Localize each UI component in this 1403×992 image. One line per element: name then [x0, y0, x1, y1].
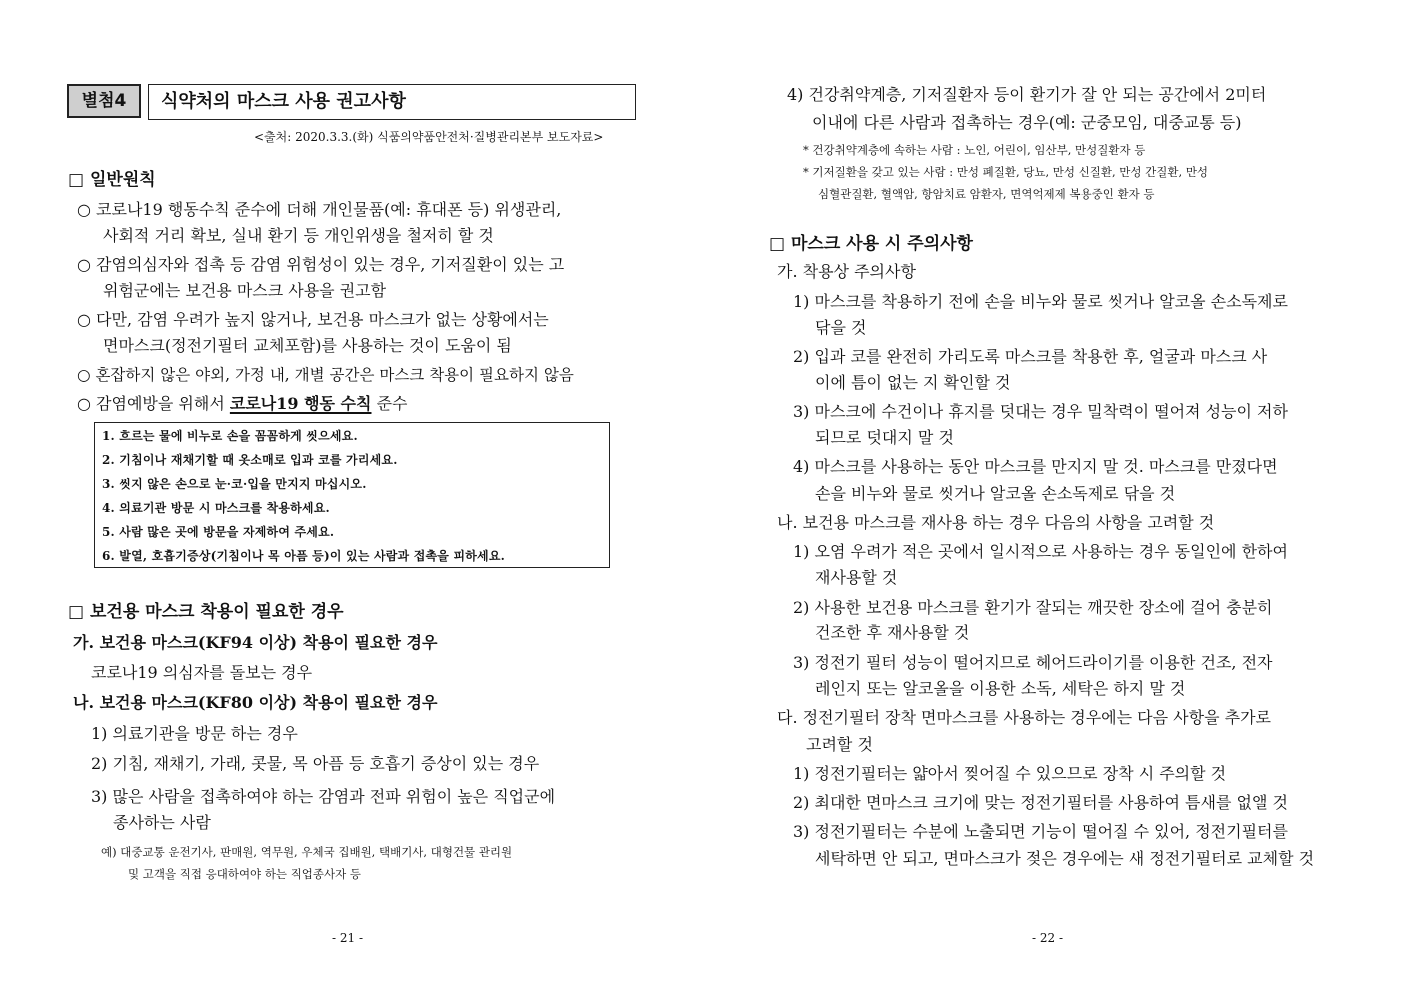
section-heading-general: □ 일반원칙 [68, 170, 156, 190]
general-line: ○ 코로나19 행동수칙 준수에 더해 개인물품(예: 휴대폰 등) 위생관리, [77, 200, 562, 219]
caution-line: 4) 마스크를 사용하는 동안 마스크를 만지지 말 것. 마스크를 만졌다면 [793, 457, 1278, 476]
general-line-prefix: ○ 감염예방을 위해서 [77, 394, 230, 413]
page-21 [0, 0, 700, 992]
rule-item: 3. 씻지 않은 손으로 눈·코·입을 만지지 마십시오. [102, 477, 367, 491]
caution-line: 2) 입과 코를 완전히 가리도록 마스크를 착용한 후, 얼굴과 마스크 사 [793, 347, 1268, 366]
caution-line: 다. 정전기필터 장착 면마스크를 사용하는 경우에는 다음 사항을 추가로 [777, 708, 1271, 727]
subheading-kf80: 나. 보건용 마스크(KF80 이상) 착용이 필요한 경우 [73, 693, 438, 712]
caution-line: 1) 마스크를 착용하기 전에 손을 비누와 물로 씻거나 알코올 손소독제로 [793, 292, 1288, 311]
caution-line: 건조한 후 재사용할 것 [815, 623, 970, 642]
caution-line: 3) 정전기필터는 수분에 노출되면 기능이 떨어질 수 있어, 정전기필터를 [793, 822, 1288, 841]
continued-line: 이내에 다른 사람과 접촉하는 경우(예: 군중모임, 대중교통 등) [812, 113, 1242, 132]
page-22 [702, 0, 1403, 992]
caution-line: 세탁하면 안 되고, 면마스크가 젖은 경우에는 새 정전기필터로 교체할 것 [815, 849, 1315, 868]
general-line: ○ 감염의심자와 접촉 등 감염 위험성이 있는 경우, 기저질환이 있는 고 [77, 255, 565, 274]
caution-line: 되므로 덧대지 말 것 [815, 428, 954, 447]
rule-item: 5. 사람 많은 곳에 방문을 자제하여 주세요. [102, 525, 335, 539]
general-line-suffix: 준수 [371, 394, 408, 413]
caution-line: 1) 정전기필터는 얇아서 찢어질 수 있으므로 장착 시 주의할 것 [793, 764, 1227, 783]
kf80-item: 2) 기침, 재채기, 가래, 콧물, 목 아픔 등 호흡기 증상이 있는 경우 [91, 754, 540, 773]
kf80-item: 1) 의료기관을 방문 하는 경우 [91, 724, 298, 743]
section-heading-caution: □ 마스크 사용 시 주의사항 [769, 234, 973, 254]
kf94-item: 코로나19 의심자를 돌보는 경우 [91, 663, 313, 682]
kf80-item: 3) 많은 사람을 접촉하여야 하는 감염과 전파 위험이 높은 직업군에 [91, 787, 556, 806]
caution-line: 재사용할 것 [815, 568, 898, 587]
section-heading-health-mask: □ 보건용 마스크 착용이 필요한 경우 [68, 602, 344, 622]
caution-line: 2) 최대한 면마스크 크기에 맞는 정전기필터를 사용하여 틈새를 없앨 것 [793, 793, 1288, 812]
caution-line: 고려할 것 [806, 735, 873, 754]
caution-line: 손을 비누와 물로 씻거나 알코올 손소독제로 닦을 것 [815, 484, 1176, 503]
caution-line: 2) 사용한 보건용 마스크를 환기가 잘되는 깨끗한 장소에 걸어 충분히 [793, 598, 1273, 617]
caution-line: 가. 착용상 주의사항 [777, 262, 916, 281]
caution-line: 닦을 것 [815, 318, 867, 337]
footnote-line: * 건강취약계층에 속하는 사람 : 노인, 어린이, 임산부, 만성질환자 등 [803, 143, 1146, 157]
general-line: 면마스크(정전기필터 교체포함)를 사용하는 것이 도움이 됨 [103, 336, 512, 355]
general-line: 위험군에는 보건용 마스크 사용을 권고함 [103, 281, 387, 300]
rule-item: 2. 기침이나 재채기할 때 옷소매로 입과 코를 가리세요. [102, 453, 398, 467]
kf80-item: 종사하는 사람 [113, 813, 211, 832]
caution-line: 이에 틈이 없는 지 확인할 것 [815, 373, 1011, 392]
subheading-kf94: 가. 보건용 마스크(KF94 이상) 착용이 필요한 경우 [73, 633, 438, 652]
code-of-conduct-link-text: 코로나19 행동 수칙 [229, 394, 372, 413]
footnote-line: 심혈관질환, 혈액암, 항암치료 암환자, 면역억제제 복용중인 환자 등 [818, 187, 1155, 201]
page-number: - 22 - [1032, 931, 1064, 945]
rule-item: 6. 발열, 호흡기증상(기침이나 목 아픔 등)이 있는 사람과 접촉을 피하세요. [102, 549, 506, 563]
rule-item: 1. 흐르는 물에 비누로 손을 꼼꼼하게 씻으세요. [102, 429, 358, 443]
page-title: 식약처의 마스크 사용 권고사항 [148, 84, 636, 120]
rule-item: 4. 의료기관 방문 시 마스크를 착용하세요. [102, 501, 330, 515]
general-line-last [77, 394, 407, 414]
caution-line: 3) 마스크에 수건이나 휴지를 덧대는 경우 밀착력이 떨어져 성능이 저하 [793, 402, 1288, 421]
caution-line: 레인지 또는 알코올을 이용한 소독, 세탁은 하지 말 것 [815, 679, 1186, 698]
rules-box [94, 422, 610, 568]
caution-line: 3) 정전기 필터 성능이 떨어지므로 헤어드라이기를 이용한 건조, 전자 [793, 653, 1273, 672]
example-line: 예) 대중교통 운전기사, 판매원, 역무원, 우체국 집배원, 택배기사, 대형건물 관리원 [101, 845, 513, 859]
example-line: 및 고객을 직접 응대하여야 하는 직업종사자 등 [128, 867, 362, 881]
general-line: ○ 다만, 감염 우려가 높지 않거나, 보건용 마스크가 없는 상황에서는 [77, 310, 549, 329]
page-number: - 21 - [332, 931, 364, 945]
footnote-line: * 기저질환을 갖고 있는 사람 : 만성 폐질환, 당뇨, 만성 신질환, 만성 간질환, 만성 [803, 165, 1209, 179]
source-note: <출처: 2020.3.3.(화) 식품의약품안전처·질병관리본부 보도자료> [254, 130, 604, 144]
continued-line: 4) 건강취약계층, 기저질환자 등이 환기가 잘 안 되는 공간에서 2미터 [787, 85, 1267, 104]
general-line: 사회적 거리 확보, 실내 환기 등 개인위생을 철저히 할 것 [103, 226, 494, 245]
caution-line: 1) 오염 우려가 적은 곳에서 일시적으로 사용하는 경우 동일인에 한하여 [793, 542, 1288, 561]
caution-line: 나. 보건용 마스크를 재사용 하는 경우 다음의 사항을 고려할 것 [777, 513, 1215, 532]
attachment-label: 별첨4 [67, 84, 141, 118]
general-line: ○ 혼잡하지 않은 야외, 가정 내, 개별 공간은 마스크 착용이 필요하지 않음 [77, 366, 574, 384]
